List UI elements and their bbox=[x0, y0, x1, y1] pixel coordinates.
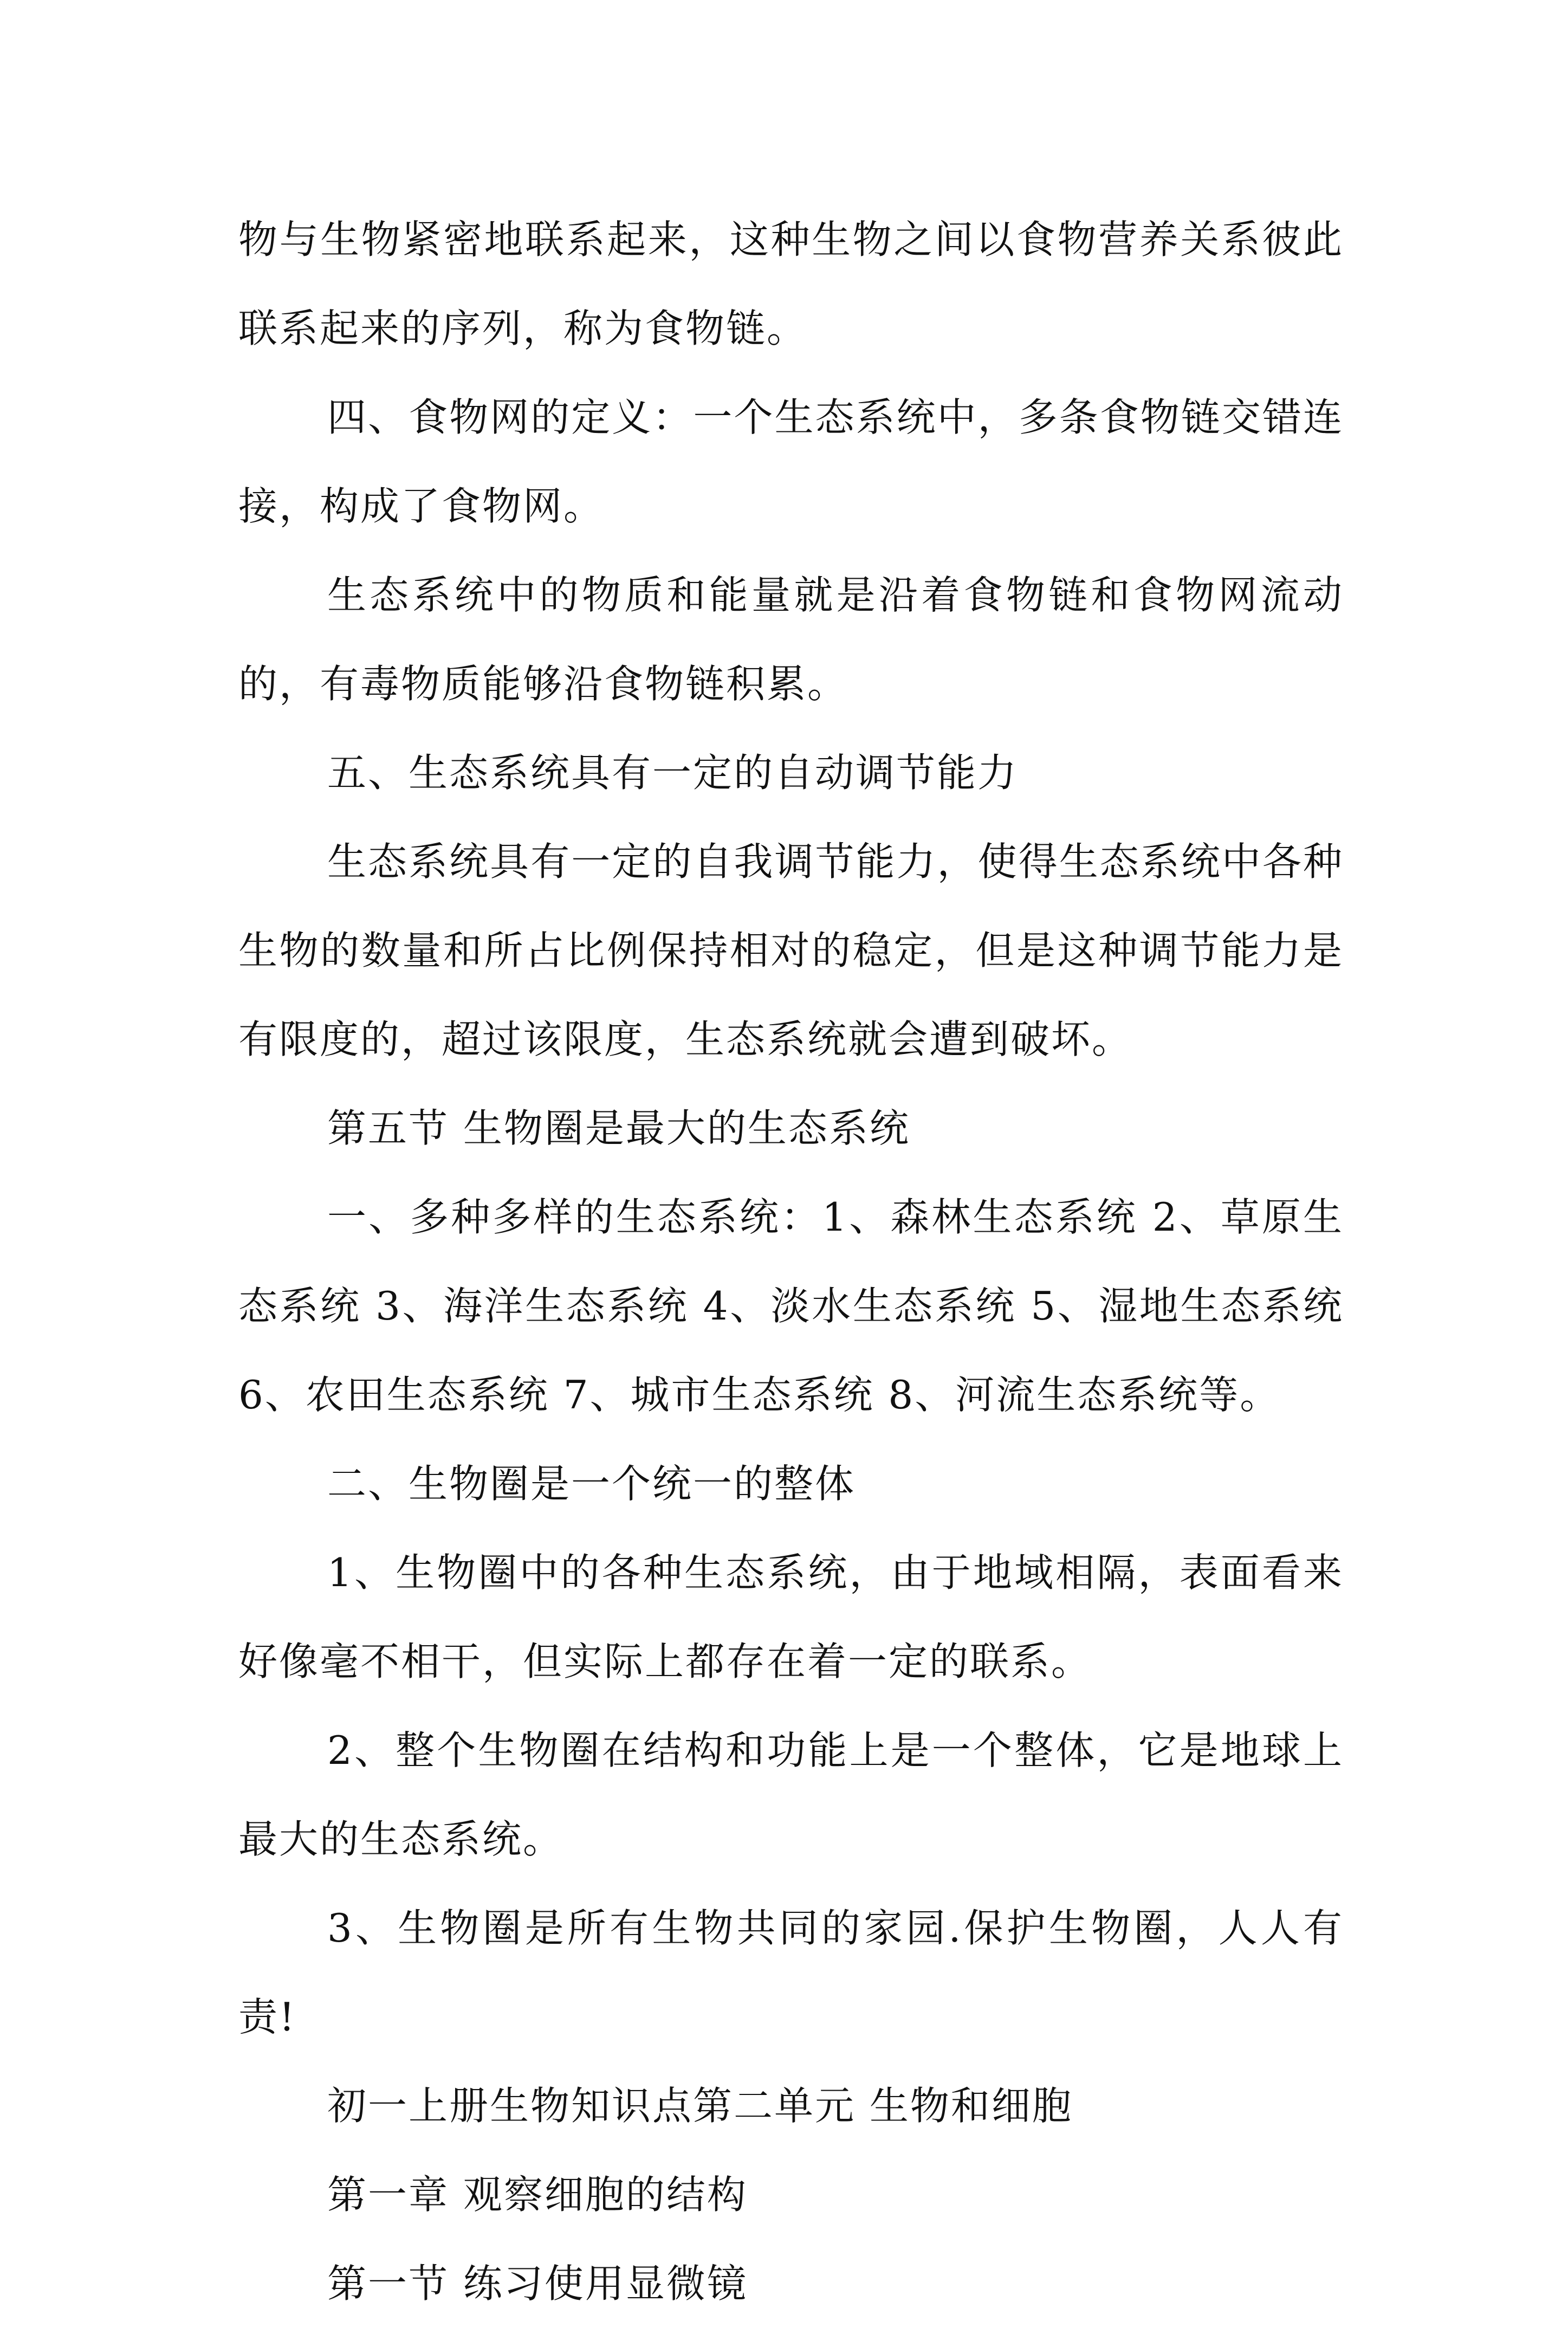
heading-biosphere-whole: 二、生物圈是一个统一的整体 bbox=[327, 1461, 856, 1506]
paragraph-biosphere-point-2: 2、整个生物圈在结构和功能上是一个整体，它是地球上最大的生态系统。 bbox=[238, 1728, 1344, 1862]
paragraph-food-chain-continued: 物与生物紧密地联系起来，这种生物之间以食物营养关系彼此联系起来的序列，称为食物链。 bbox=[238, 217, 1344, 351]
heading-section-five: 第五节 生物圈是最大的生态系统 bbox=[327, 1105, 910, 1151]
heading-chapter-one: 第一章 观察细胞的结构 bbox=[327, 2172, 748, 2217]
document-body bbox=[238, 195, 1344, 2328]
paragraph-self-regulation: 生态系统具有一定的自我调节能力，使得生态系统中各种生物的数量和所占比例保持相对的稳定，但是这种调节能力是有限度的，超过该限度，生态系统就会遭到破坏。 bbox=[238, 839, 1344, 1062]
paragraph-food-web-definition: 四、食物网的定义：一个生态系统中，多条食物链交错连接，构成了食物网。 bbox=[238, 395, 1344, 529]
heading-section-one: 第一节 练习使用显微镜 bbox=[327, 2261, 748, 2306]
paragraph-biosphere-point-3: 3、生物圈是所有生物共同的家园.保护生物圈，人人有责! bbox=[238, 1905, 1344, 2040]
paragraph-biosphere-point-1: 1、生物圈中的各种生态系统，由于地域相隔，表面看来好像毫不相干，但实际上都存在着一定的联系。 bbox=[238, 1550, 1344, 1684]
paragraph-ecosystem-types: 一、多种多样的生态系统：1、森林生态系统 2、草原生态系统 3、海洋生态系统 4、淡水生态系统 5、湿地生态系统 6、农田生态系统 7、城市生态系统 8、河流生态系统等。 bbox=[238, 1194, 1344, 1418]
paragraph-matter-energy-flow: 生态系统中的物质和能量就是沿着食物链和食物网流动的，有毒物质能够沿食物链积累。 bbox=[238, 572, 1344, 707]
heading-self-regulation: 五、生态系统具有一定的自动调节能力 bbox=[327, 750, 1019, 796]
heading-unit-two: 初一上册生物知识点第二单元 生物和细胞 bbox=[327, 2083, 1073, 2129]
